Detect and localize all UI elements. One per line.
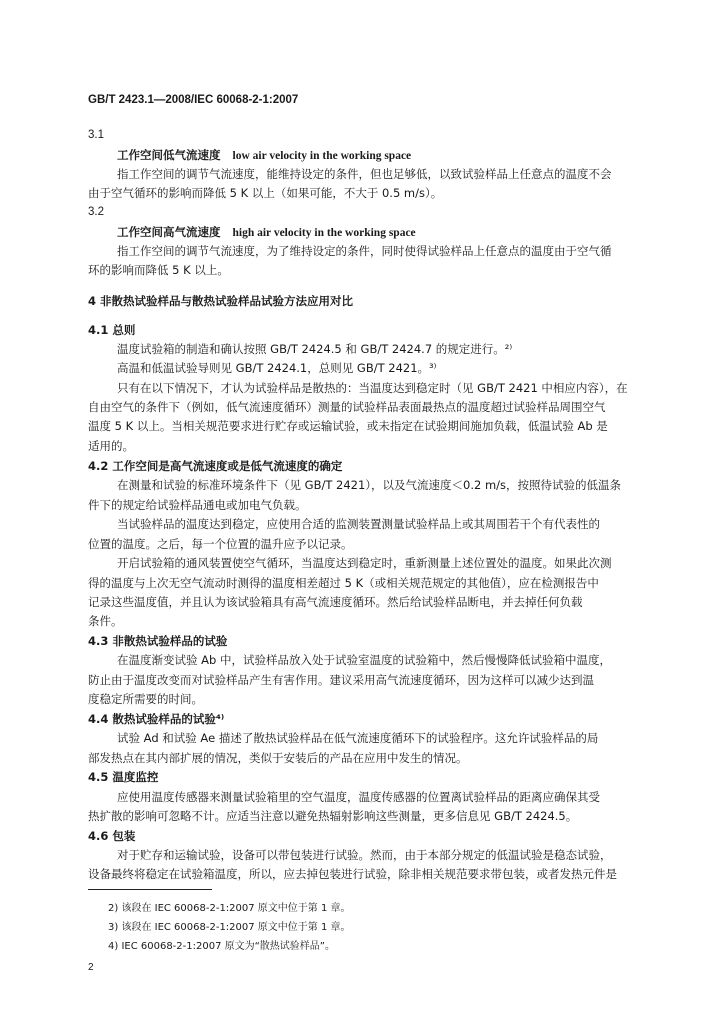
definition-3-2-line: 指工作空间的调节气流速度，为了维持设定的条件，同时使得试验样品上任意点的温度由于空气循 <box>117 244 612 258</box>
para-line: 只有在以下情况下，才认为试验样品是散热的：当温度达到稳定时（见 GB/T 2421 中相应内容），在 <box>117 381 628 395</box>
footnote: 4) IEC 60068-2-1:2007 原文为“散热试验样品”。 <box>108 941 335 952</box>
section-heading-4-4: 4.4 散热试验样品的试验⁴⁾ <box>88 712 225 726</box>
section-heading-4-5: 4.5 温度监控 <box>88 770 159 784</box>
clause-number-3-2: 3.2 <box>88 206 104 218</box>
para-line: 防止由于温度改变而对试验样品产生有害作用。建议采用高气流速度循环，因为这样可以减少达到温 <box>88 673 594 687</box>
para-line: 温度 5 K 以上。当相关规范要求进行贮存或运输试验，或未指定在试验期间施加负载，低温试验 Ab 是 <box>88 419 608 433</box>
term-3-1-en: low air velocity in the working space <box>232 150 412 162</box>
para-line: 记录这些温度值，并且认为该试验箱具有高气流速度循环。然后给试验样品断电，并去掉任何负载 <box>88 595 583 609</box>
para-line: 高温和低温试验导则见 GB/T 2424.1，总则见 GB/T 2421。³⁾ <box>117 361 437 375</box>
para-line: 在温度渐变试验 Ab 中，试验样品放入处于试验室温度的试验箱中，然后慢慢降低试验箱中温度， <box>117 653 611 667</box>
para-line: 度稳定所需要的时间。 <box>88 692 203 706</box>
para-line: 设备最终将稳定在试验箱温度，所以，应去掉包装进行试验，除非相关规范要求带包装，或者发热元件是 <box>88 867 617 881</box>
para-line: 条件。 <box>88 614 123 628</box>
section-heading-4-2: 4.2 工作空间是高气流速度或是低气流速度的确定 <box>88 459 343 473</box>
para-line: 件下的规定给试验样品通电或加电气负载。 <box>88 498 307 512</box>
footnote-divider <box>88 889 212 890</box>
section-heading-4-6: 4.6 包装 <box>88 829 136 843</box>
para-line: 对于贮存和运输试验，设备可以带包装进行试验。然而，由于本部分规定的低温试验是稳态试验， <box>117 848 612 862</box>
para-line: 自由空气的条件下（例如，低气流速度循环）测量的试验样品表面最热点的温度超过试验样品周围空气 <box>88 400 606 414</box>
para-line: 适用的。 <box>88 439 134 453</box>
term-3-1-cn: 工作空间低气流速度 <box>117 148 221 162</box>
para-line: 应使用温度传感器来测量试验箱里的空气温度，温度传感器的位置离试验样品的距离应确保其受 <box>117 790 600 804</box>
para-line: 当试验样品的温度达到稳定，应使用合适的监测装置测量试验样品上或其周围若干个有代表性的 <box>117 517 600 531</box>
section-heading-4-1: 4.1 总则 <box>88 323 136 337</box>
definition-3-1-line: 指工作空间的调节气流速度，能维持设定的条件，但也足够低，以致试验样品上任意点的温度不会 <box>117 167 612 181</box>
footnote: 3) 该段在 IEC 60068-2-1:2007 原文中位于第 1 章。 <box>108 922 351 933</box>
section-heading-4-3: 4.3 非散热试验样品的试验 <box>88 634 228 648</box>
para-line: 试验 Ad 和试验 Ae 描述了散热试验样品在低气流速度循环下的试验程序。这允许试验样品的局 <box>117 731 599 745</box>
section-heading-4: 4 非散热试验样品与散热试验样品试验方法应用对比 <box>88 294 354 308</box>
para-line: 部发热点在其内部扩展的情况，类似于安装后的产品在应用中发生的情况。 <box>88 751 468 765</box>
para-line: 热扩散的影响可忽略不计。应适当注意以避免热辐射影响这些测量，更多信息见 GB/T 2424.5。 <box>88 809 578 823</box>
para-line: 位置的温度。之后，每一个位置的温升应予以记录。 <box>88 537 353 551</box>
term-3-2-en: high air velocity in the working space <box>232 227 416 239</box>
term-3-1 <box>117 147 411 164</box>
definition-3-2-line: 环的影响而降低 5 K 以上。 <box>88 263 229 277</box>
para-line: 开启试验箱的通风装置使空气循环，当温度达到稳定时，重新测量上述位置处的温度。如果此次测 <box>117 556 612 570</box>
term-3-2-cn: 工作空间高气流速度 <box>117 225 221 239</box>
para-line: 在测量和试验的标准环境条件下（见 GB/T 2421），以及气流速度＜0.2 m/s，按照待试验的低温条 <box>117 478 622 492</box>
clause-number-3-1: 3.1 <box>88 129 104 141</box>
page-number: 2 <box>88 962 94 973</box>
footnote: 2) 该段在 IEC 60068-2-1:2007 原文中位于第 1 章。 <box>108 903 351 914</box>
definition-3-1-line: 由于空气循环的影响而降低 5 K 以上（如果可能，不大于 0.5 m/s）。 <box>88 186 443 200</box>
term-3-2 <box>117 224 416 241</box>
para-line: 温度试验箱的制造和确认按照 GB/T 2424.5 和 GB/T 2424.7 的规定进行。²⁾ <box>117 342 513 356</box>
para-line: 得的温度与上次无空气流动时测得的温度相差超过 5 K（或相关规范规定的其他值），应在检测报告中 <box>88 576 599 590</box>
page-header: GB/T 2423.1—2008/IEC 60068-2-1:2007 <box>88 94 299 106</box>
